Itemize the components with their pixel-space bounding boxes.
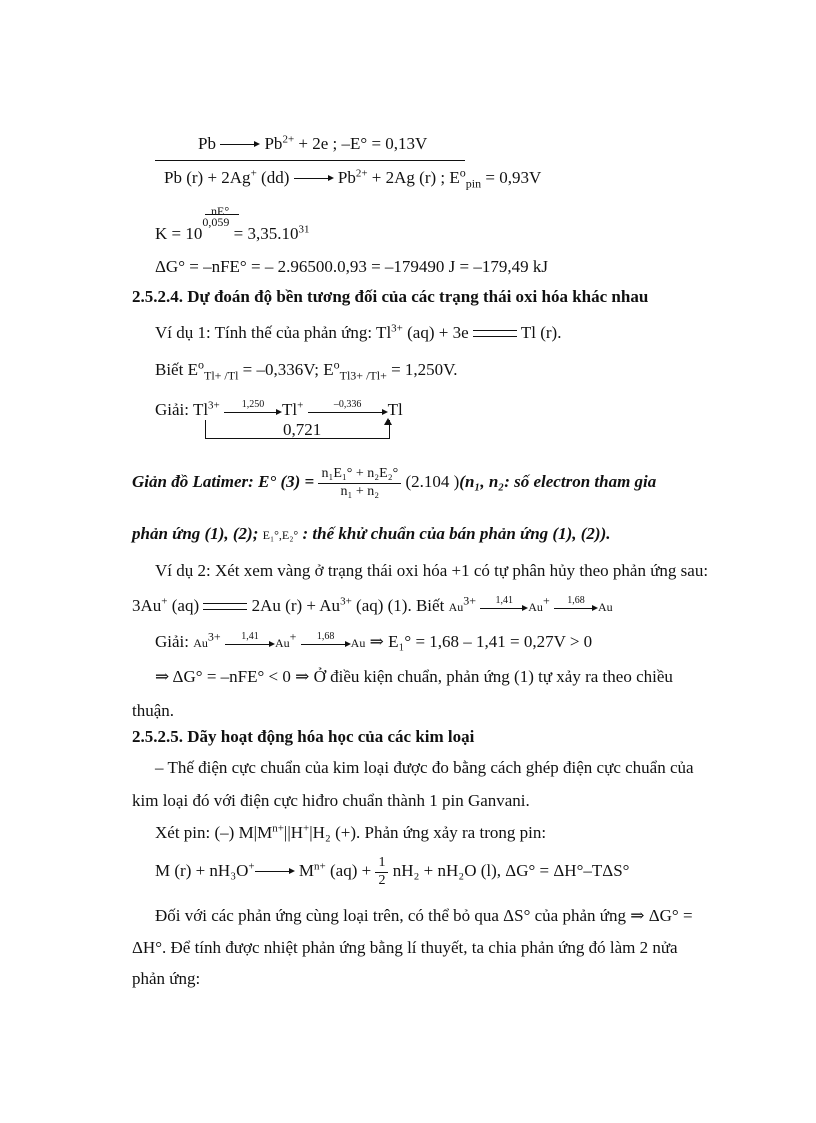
equilibrium-arrow-icon (203, 601, 247, 613)
paragraph-2: Xét pin: (–) $M|M^{n+}||H^+|H_2$ (+). Phản ứng xảy ra trong pin: (155, 822, 547, 842)
potential-arrow-icon: 1,68 (301, 635, 351, 651)
paragraph-3-cont: ΔH°. Để tính được nhiệt phản ứng bằng lí thuyết, ta chia phản ứng đó làm 2 nửa (132, 938, 678, 957)
sum-line-divider (155, 160, 465, 161)
conclusion-cont: thuận. (132, 701, 175, 720)
potential-arrow-icon: –0,336 (308, 403, 388, 419)
paragraph-1-cont: kim loại đó với điện cực hiđro chuẩn thành 1 pin Ganvani. (132, 791, 530, 810)
potential-arrow-icon: 1,41 (480, 599, 528, 615)
example2-equation: 3Au+ (aq) 2Au $(r) + Au^{3+}$ (aq) (1). Biết $Au^{3+}$ 1,41 Au+ 1,68 Au (132, 593, 613, 615)
latimer-legend: phản ứng (1), (2); E₁°,E₂° : thế khử chuẩn của bán phản ứng (1), (2)). (132, 524, 611, 543)
equation-pb-oxidation: Pb $Pb^{2+} + 2e$ ; –E° = 0,13V (198, 133, 428, 153)
latimer-fraction: $\frac{\text{n₁E₁° + n₂E₂°}}{\text{n₁ + n₂}}$ (318, 466, 401, 501)
half-fraction: $\frac{1}{2}$ (375, 855, 388, 890)
example2: Ví dụ 2: Xét xem vàng ở trạng thái oxi hóa +1 có tự phân hủy theo phản ứng sau: (155, 561, 709, 580)
reaction-arrow-icon (294, 174, 334, 184)
latimer-formula: Giản đồ Latimer: E° (3) = $\frac{\text{n₁E₁° + n₂E₂°}}{\text{n₁ + n₂}}$ (2.104 )(n₁, n₂: số electron tham gia (132, 466, 657, 499)
heading-latimer: 2.5.2.4. Dự đoán độ bền tương đối của các trạng thái oxi hóa khác nhau (132, 287, 649, 306)
potential-arrow-icon: 1,250 (224, 403, 282, 419)
reaction-arrow-icon (220, 140, 260, 150)
equation-overall: Pb (r) + 2Ag+ (dd) $Pb^{2+} + 2Ag$ (r) ; $E^o_{pin} = 0,93V$ (164, 165, 542, 191)
equilibrium-arrow-icon (473, 328, 517, 340)
equation-metal-reaction: M (r) + nH₃O+ $M^{n+}$ (aq) + $\frac{1}{2}$ nH₂ + nH₂O (l), ΔG° = ΔH°–TΔS° (155, 855, 630, 888)
conclusion: ⇒ ΔG° = –nFE° < 0 ⇒ Ở điều kiện chuẩn, phản ứng (1) tự xảy ra theo chiều (155, 667, 673, 686)
potential-arrow-icon: 1,68 (554, 599, 598, 615)
paragraph-3: Đối với các phản ứng cùng loại trên, có thể bỏ qua ΔS° của phản ứng ⇒ ΔG° = (155, 906, 693, 925)
solution-1: Giải: $Tl^{3+}$ 1,250 Tl+ –0,336 Tl (155, 399, 403, 419)
solution-2: Giải: $Au^{3+}$ 1,41 Au+ 1,68 Au ⇒ E₁° = 1,68 – 1,41 = 0,27V > 0 (155, 629, 593, 651)
gibbs-energy-line: ΔG° = –nFE° = – 2.96500.0,93 = –179490 J = –179,49 kJ (155, 257, 548, 276)
example1: Ví dụ 1: Tính thế của phản ứng: $Tl^{3+}$ (aq) + 3e Tl (r). (155, 322, 562, 342)
paragraph-1: – Thế điện cực chuẩn của kim loại được đo bằng cách ghép điện cực chuẩn của (155, 758, 694, 777)
known-potentials-1: Biết $E^o_{Tl+ /Tl} = -0,336V$; $E^o_{Tl3+ /Tl+} = 1,250V$. (155, 357, 458, 383)
combined-potential: 0,721 (283, 420, 322, 439)
equilibrium-constant: nE° $K = 10^{0,059} = 3,35.10^{31}$ (155, 204, 310, 243)
heading-activity-series: 2.5.2.5. Dãy hoạt động hóa học của các kim loại (132, 727, 475, 746)
bracket-arrow-icon (384, 418, 392, 425)
reaction-arrow-icon (255, 867, 295, 877)
potential-arrow-icon: 1,41 (225, 635, 275, 651)
paragraph-3-end: phản ứng: (132, 969, 201, 988)
